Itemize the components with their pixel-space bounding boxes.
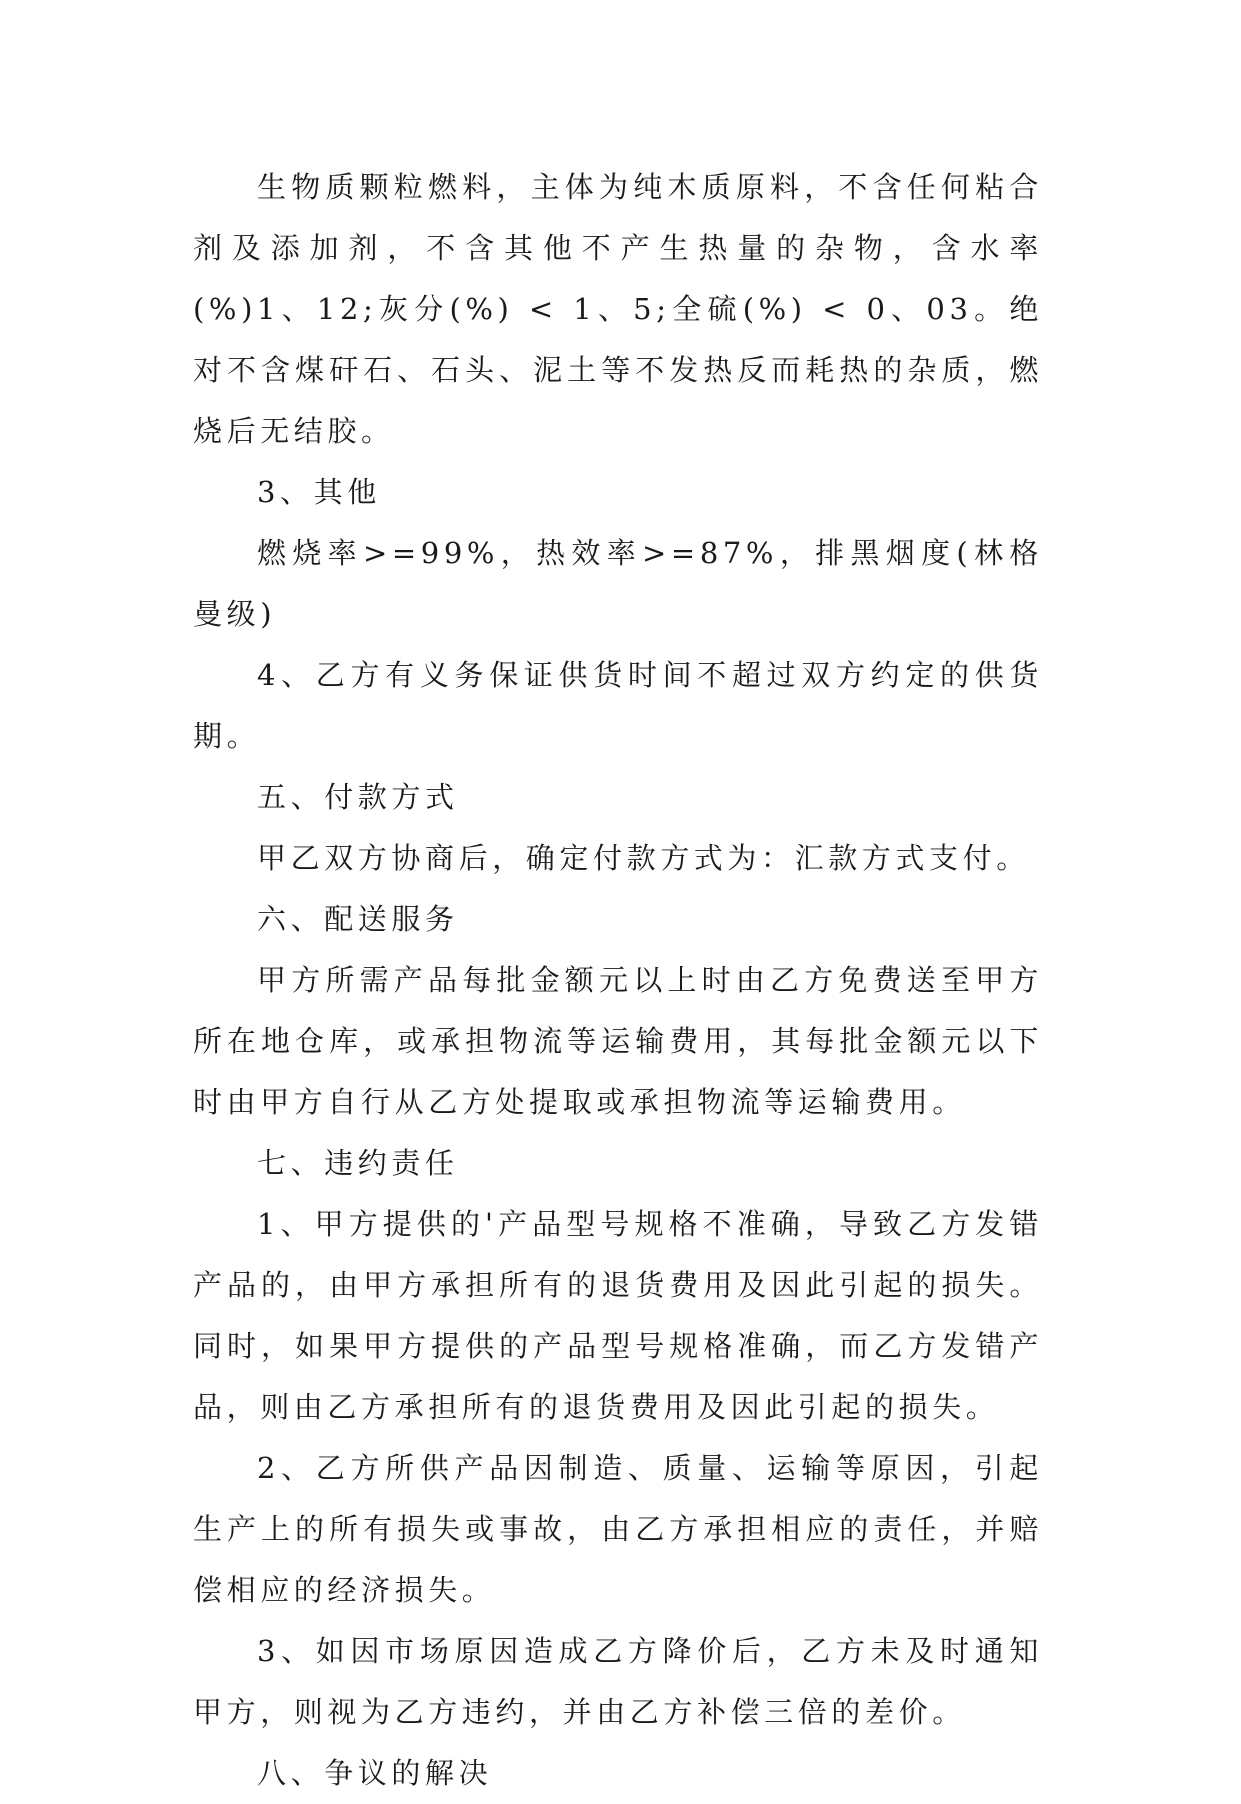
- document-body: [193, 157, 1043, 1804]
- heading-other: 3、其他: [257, 475, 381, 509]
- paragraph-liability-3: 3、如因市场原因造成乙方降价后，乙方未及时通知甲方，则视为乙方违约，并由乙方补偿三倍的差价。: [193, 1634, 1043, 1729]
- heading-payment-method: 五、付款方式: [257, 780, 459, 814]
- paragraph-combustion-rates: 燃烧率>=99%，热效率>=87%，排黑烟度(林格曼级): [193, 536, 1043, 631]
- paragraph-delivery-service: 甲方所需产品每批金额元以上时由乙方免费送至甲方所在地仓库，或承担物流等运输费用，其每批金额元以下时由甲方自行从乙方处提取或承担物流等运输费用。: [193, 963, 1043, 1119]
- paragraph-biomass-spec: 生物质颗粒燃料，主体为纯木质原料，不含任何粘合剂及添加剂，不含其他不产生热量的杂物，含水率(%)1、12;灰分(%) < 1、5;全硫(%) < 0、03。绝对不含煤矸石、石头、泥土等不发热反而耗热的杂质，燃烧后无结胶。: [193, 170, 1043, 448]
- paragraph-payment-method: 甲乙双方协商后，确定付款方式为：汇款方式支付。: [257, 841, 1030, 875]
- heading-dispute-resolution: 八、争议的解决: [257, 1756, 493, 1790]
- heading-liability: 七、违约责任: [257, 1146, 459, 1180]
- paragraph-liability-2: 2、乙方所供产品因制造、质量、运输等原因，引起生产上的所有损失或事故，由乙方承担相应的责任，并赔偿相应的经济损失。: [193, 1451, 1043, 1607]
- paragraph-supply-obligation: 4、乙方有义务保证供货时间不超过双方约定的供货期。: [193, 658, 1043, 753]
- heading-delivery-service: 六、配送服务: [257, 902, 459, 936]
- paragraph-liability-1: 1、甲方提供的'产品型号规格不准确，导致乙方发错产品的，由甲方承担所有的退货费用及因此引起的损失。同时，如果甲方提供的产品型号规格准确，而乙方发错产品，则由乙方承担所有的退货费用及因此引起的损失。: [193, 1207, 1043, 1424]
